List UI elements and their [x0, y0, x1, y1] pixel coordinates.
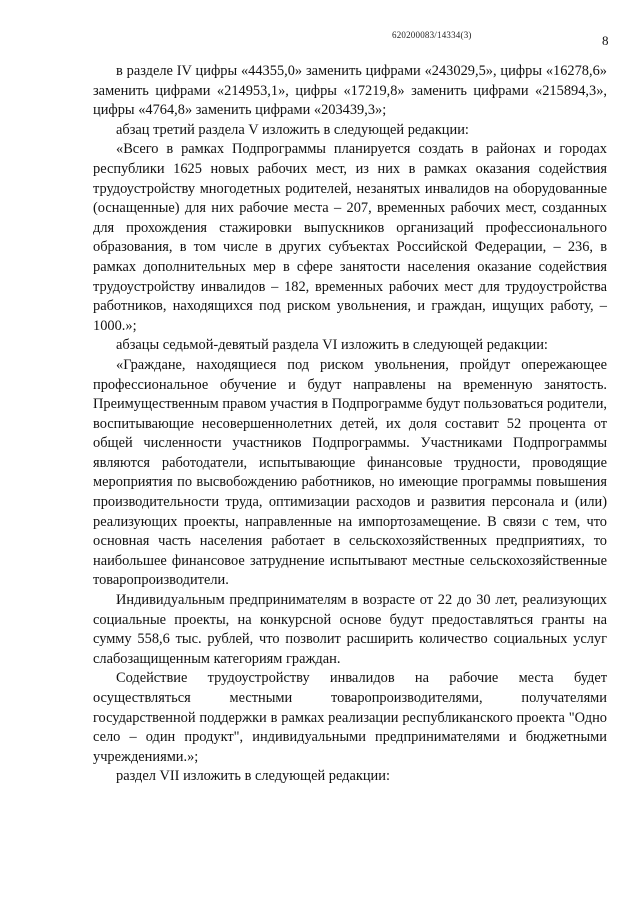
document-id: 620200083/14334(3) [392, 30, 472, 40]
paragraph-section-v-intro: абзац третий раздела V изложить в следующей редакции: [116, 121, 469, 138]
document-body [93, 62, 607, 787]
page-number: 8 [602, 33, 609, 48]
paragraph-section-vii-intro: раздел VII изложить в следующей редакции: [116, 768, 390, 785]
paragraph-section-iv-figures: в разделе IV цифры «44355,0» заменить цифрами «243029,5», цифры «16278,6» заменить цифрами «214953,1», цифры «17219,8» заменить цифрами «215894,3», цифры «4764,8» заменить цифрами «203439,3»; [93, 63, 607, 119]
paragraph-section-vi-text-1: «Граждане, находящиеся под риском увольнения, пройдут опережающее профессиональное обучение и будут направлены на временную занятость. Преимущественным правом участия в Подпрограмме будут пользоваться родители, воспитывающие несовершеннолетних детей, их доля составит 52 процента от общей численности участников Подпрограммы. Участниками Подпрограммы являются работодатели, испытывающие финансовые трудности, проводящие мероприятия по высвобождению работников, но имеющие программы повышения производительности труда, оптимизации расходов и развития персонала и (или) реализующих проекты, направленные на импортозамещение. В связи с тем, что основная часть населения работает в сельскохозяйственных предприятиях, то наибольшее финансовое затруднение испытывают местные сельскохозяйственные товаропроизводители. [93, 356, 607, 589]
paragraph-section-vi-text-2: Индивидуальным предпринимателям в возрасте от 22 до 30 лет, реализующих социальные проекты, на конкурсной основе будут предоставляться гранты на сумму 558,6 тыс. рублей, что позволит расширить количество социальных услуг слабозащищенным категориям граждан. [93, 592, 607, 667]
paragraph-section-vi-intro: абзацы седьмой-девятый раздела VI изложить в следующей редакции: [116, 337, 548, 354]
paragraph-section-v-text: «Всего в рамках Подпрограммы планируется создать в районах и городах республики 1625 новых рабочих мест, из них в рамках оказания содействия трудоустройству многодетных родителей, незанятых инвалидов на оборудованные (оснащенные) для них рабочие места – 207, временных рабочих мест, созданных для прохождения стажировки выпускников организаций профессионального образования, в том числе в других субъектах Российской Федерации, – 236, в рамках дополнительных мер в сфере занятости населения оказание содействия трудоустройству инвалидов – 182, временных рабочих мест для трудоустройства работников, находящихся под риском увольнения, и граждан, ищущих работу, – 1000.»; [93, 141, 607, 334]
paragraph-section-vi-text-3: Содействие трудоустройству инвалидов на рабочие места будет осуществляться местными товаропроизводителями, получателями государственной поддержки в рамках реализации республиканского проекта "Одно село – один продукт", индивидуальными предпринимателями и бюджетными учреждениями.»; [93, 670, 607, 765]
